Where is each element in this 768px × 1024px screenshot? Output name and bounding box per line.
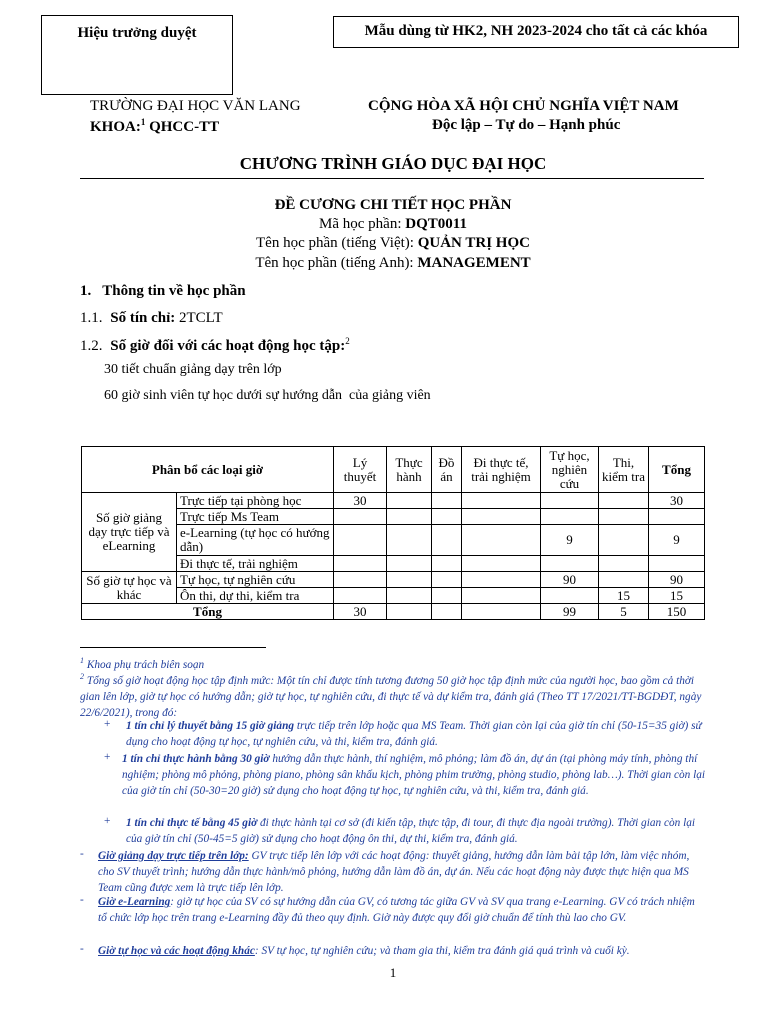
footnote-1-marker: 1	[80, 656, 84, 665]
hours-line	[80, 336, 350, 355]
cell-project	[432, 588, 462, 604]
cell-self-study	[541, 493, 599, 509]
header-project: Đồ án	[432, 447, 462, 493]
cell-exam	[599, 525, 649, 556]
course-code-line	[80, 216, 706, 233]
header-self-study: Tự học, nghiên cứu	[541, 447, 599, 493]
row-label: e-Learning (tự học có hướng dẫn)	[177, 525, 334, 556]
cell-exam	[599, 493, 649, 509]
footnote-bullet-field	[126, 815, 706, 847]
course-name-vn-line	[80, 235, 706, 252]
cell-field-trip	[462, 493, 541, 509]
header-theory: Lý thuyết	[334, 447, 387, 493]
cell-self-study	[541, 556, 599, 572]
total-theory: 30	[334, 604, 387, 620]
header-field-trip: Đi thực tế, trải nghiệm	[462, 447, 541, 493]
cell-practice	[387, 493, 432, 509]
bullet-dash: -	[80, 943, 84, 955]
total-sum: 150	[649, 604, 705, 620]
approval-box	[41, 15, 233, 95]
credits-label: Số tín chỉ:	[110, 310, 176, 326]
motto: Độc lập – Tự do – Hạnh phúc	[432, 117, 621, 133]
group-teaching: Số giờ giảng dạy trực tiếp và eLearning	[82, 493, 177, 572]
total-practice	[387, 604, 432, 620]
footnote-2-text: Tổng số giờ hoạt động học tập định mức: Một tín chỉ được tính tương đương 50 giờ học tập định mức của người học, bao gồm cả thời gian lên lớp, giờ tự học có hướng dẫn; giờ tự học, tự nghiên cứu, đi thực tế và dự kiểm tra, đánh giá (Theo TT 17/2021/TT-BGDĐT, ngày 22/6/2021), trong đó:	[80, 674, 702, 719]
section-heading: 1. Thông tin về học phần	[80, 283, 246, 299]
footnote-2	[80, 669, 706, 721]
cell-theory	[334, 525, 387, 556]
bullet-practice-text: hướng dẫn thực hành, thí nghiệm, mô phỏng; làm đồ án, dự án (tại phòng máy tính, phòng thí nghiệm; phòng mô phỏng, phòng piano, phòng sân khấu kịch, phòng phim trường, phòng studio, phòng lab…). Thời gian còn lại của giờ tín chỉ (50-30=20 giờ) sử dụng cho hoạt động tự học, tự nghiên cứu, và thi, kiểm tra, đánh giá.	[122, 753, 706, 797]
bullet-plus: +	[104, 815, 111, 827]
cell-theory	[334, 556, 387, 572]
bullet-practice-bold: 1 tín chỉ thực hành bằng 30 giờ	[122, 753, 270, 765]
bullet-dash: -	[80, 848, 84, 860]
title-rule	[80, 178, 704, 179]
cell-total	[649, 556, 705, 572]
page-number: 1	[389, 965, 397, 980]
cell-exam	[599, 509, 649, 525]
cell-field-trip	[462, 509, 541, 525]
hours-number: 1.2.	[80, 338, 103, 354]
course-name-en-label: Tên học phần (tiếng Anh):	[255, 255, 418, 271]
cell-theory	[334, 572, 387, 588]
cell-project	[432, 493, 462, 509]
row-label: Ôn thi, dự thi, kiểm tra	[177, 588, 334, 604]
table-row	[82, 572, 705, 588]
footnote-self-study	[98, 943, 706, 959]
header-practice: Thực hành	[387, 447, 432, 493]
course-name-en-line	[80, 255, 706, 272]
hours-detail-2: 60 giờ sinh viên tự học dưới sự hướng dẫn của giảng viên	[104, 388, 431, 403]
faculty-prefix: KHOA:	[90, 119, 141, 135]
hours-label: Số giờ đối với các hoạt động học tập:	[110, 338, 346, 354]
table-row	[82, 493, 705, 509]
total-exam: 5	[599, 604, 649, 620]
cell-field-trip	[462, 556, 541, 572]
cell-theory: 30	[334, 493, 387, 509]
faculty-line	[90, 117, 219, 136]
credits-line	[80, 310, 223, 327]
template-note-box	[333, 16, 739, 48]
footnote-elearning	[98, 894, 706, 926]
nation-name: CỘNG HÒA XÃ HỘI CHỦ NGHĨA VIỆT NAM	[368, 98, 679, 114]
cell-field-trip	[462, 525, 541, 556]
cell-practice	[387, 525, 432, 556]
bullet-theory-text: trực tiếp trên lớp hoặc qua MS Team. Thời gian còn lại của giờ tín chỉ (50-15=35 giờ) sử dụng cho hoạt động tự học, tự nghiên cứu, và thi, kiểm tra, đánh giá.	[126, 720, 702, 748]
cell-self-study	[541, 509, 599, 525]
hours-detail-1: 30 tiết chuẩn giảng dạy trên lớp	[104, 362, 282, 377]
header-total: Tổng	[649, 447, 705, 493]
header-exam: Thi, kiểm tra	[599, 447, 649, 493]
bullet-dash: -	[80, 894, 84, 906]
cell-project	[432, 556, 462, 572]
syllabus-title: ĐỀ CƯƠNG CHI TIẾT HỌC PHẦN	[274, 197, 512, 213]
bullet-plus: +	[104, 751, 111, 763]
cell-self-study	[541, 588, 599, 604]
footnote-1-text: Khoa phụ trách biên soạn	[84, 658, 205, 671]
row-label: Tự học, tự nghiên cứu	[177, 572, 334, 588]
course-name-en-value: MANAGEMENT	[417, 255, 531, 271]
cell-project	[432, 509, 462, 525]
course-name-vn-label: Tên học phần (tiếng Việt):	[256, 235, 418, 251]
approval-label: Hiệu trưởng duyệt	[77, 25, 197, 41]
table-total-row	[82, 604, 705, 620]
cell-practice	[387, 509, 432, 525]
cell-exam	[599, 572, 649, 588]
bullet-plus: +	[104, 718, 111, 730]
cell-exam: 15	[599, 588, 649, 604]
footnote-2-marker: 2	[80, 672, 84, 681]
self-study-bold: Giờ tự học và các hoạt động khác	[98, 945, 255, 957]
hours-table	[81, 446, 705, 620]
elearning-text: : giờ tự học của SV có sự hướng dẫn của GV, có tương tác giữa GV và SV qua trang e-Learning. GV có trách nhiệm tổ chức lớp học trên trang e-Learning đầy đủ theo quy định. Giờ này được quy đổi giờ chuẩn để tính thù lao cho GV.	[98, 896, 695, 924]
cell-practice	[387, 572, 432, 588]
university-name: TRƯỜNG ĐẠI HỌC VĂN LANG	[90, 98, 301, 114]
cell-total: 30	[649, 493, 705, 509]
total-project	[432, 604, 462, 620]
course-name-vn-value: QUẢN TRỊ HỌC	[417, 235, 530, 251]
row-label: Trực tiếp Ms Team	[177, 509, 334, 525]
cell-total: 15	[649, 588, 705, 604]
cell-field-trip	[462, 588, 541, 604]
table-header-row	[82, 447, 705, 493]
cell-self-study: 9	[541, 525, 599, 556]
program-title: CHƯƠNG TRÌNH GIÁO DỤC ĐẠI HỌC	[239, 154, 547, 173]
cell-practice	[387, 588, 432, 604]
cell-total	[649, 509, 705, 525]
cell-practice	[387, 556, 432, 572]
direct-teaching-bold: Giờ giảng dạy trực tiếp trên lớp:	[98, 850, 249, 862]
row-label: Đi thực tế, trải nghiệm	[177, 556, 334, 572]
cell-total: 9	[649, 525, 705, 556]
self-study-text: : SV tự học, tự nghiên cứu; và tham gia thi, kiểm tra đánh giá quá trình và cuối kỳ.	[254, 945, 630, 957]
cell-field-trip	[462, 572, 541, 588]
cell-total: 90	[649, 572, 705, 588]
total-self-study: 99	[541, 604, 599, 620]
header-allocation: Phân bổ các loại giờ	[82, 447, 334, 493]
group-self-study: Số giờ tự học và khác	[82, 572, 177, 604]
credits-value: 2TCLT	[175, 310, 223, 326]
footnote-bullet-practice	[122, 751, 706, 799]
total-field-trip	[462, 604, 541, 620]
hours-footnote-ref: 2	[345, 336, 350, 346]
footnote-bullet-theory	[126, 718, 706, 750]
cell-project	[432, 525, 462, 556]
template-note: Mẫu dùng từ HK2, NH 2023-2024 cho tất cả các khóa	[364, 23, 708, 39]
direct-teaching-text: GV trực tiếp lên lớp với các hoạt động: thuyết giảng, hướng dẫn làm bài tập lớn, làm việc nhóm, cho SV thuyết trình; hướng dẫn thực hành/mô phỏng, hướng dẫn làm đồ án, dự án. Nếu các hoạt động này được thực hiện qua MS Team cũng được xem là trực tiếp lên lớp.	[98, 850, 690, 894]
bullet-field-text: đi thực hành tại cơ sở (đi kiến tập, thực tập, đi tour, đi thực địa ngoài trường). Thời gian còn lại của giờ tín chỉ (50-45=5 giờ) sử dụng cho hoạt động ôn thi, dự thi, kiểm tra, đánh giá.	[126, 817, 696, 845]
cell-exam	[599, 556, 649, 572]
cell-project	[432, 572, 462, 588]
faculty-footnote-ref: 1	[140, 117, 146, 127]
course-code-value: DQT0011	[405, 216, 467, 232]
cell-self-study: 90	[541, 572, 599, 588]
row-label: Trực tiếp tại phòng học	[177, 493, 334, 509]
elearning-bold: Giờ e-Learning	[98, 896, 171, 908]
course-code-label: Mã học phần:	[319, 216, 406, 232]
bullet-field-bold: 1 tín chỉ thực tế bằng 45 giờ	[126, 817, 258, 829]
footnote-separator	[80, 647, 266, 648]
credits-number: 1.1.	[80, 310, 103, 326]
bullet-theory-bold: 1 tín chỉ lý thuyết bằng 15 giờ giảng	[126, 720, 295, 732]
faculty-name: QHCC-TT	[145, 119, 220, 135]
cell-theory	[334, 509, 387, 525]
cell-theory	[334, 588, 387, 604]
footnote-direct-teaching	[98, 848, 706, 896]
total-label: Tổng	[82, 604, 334, 620]
